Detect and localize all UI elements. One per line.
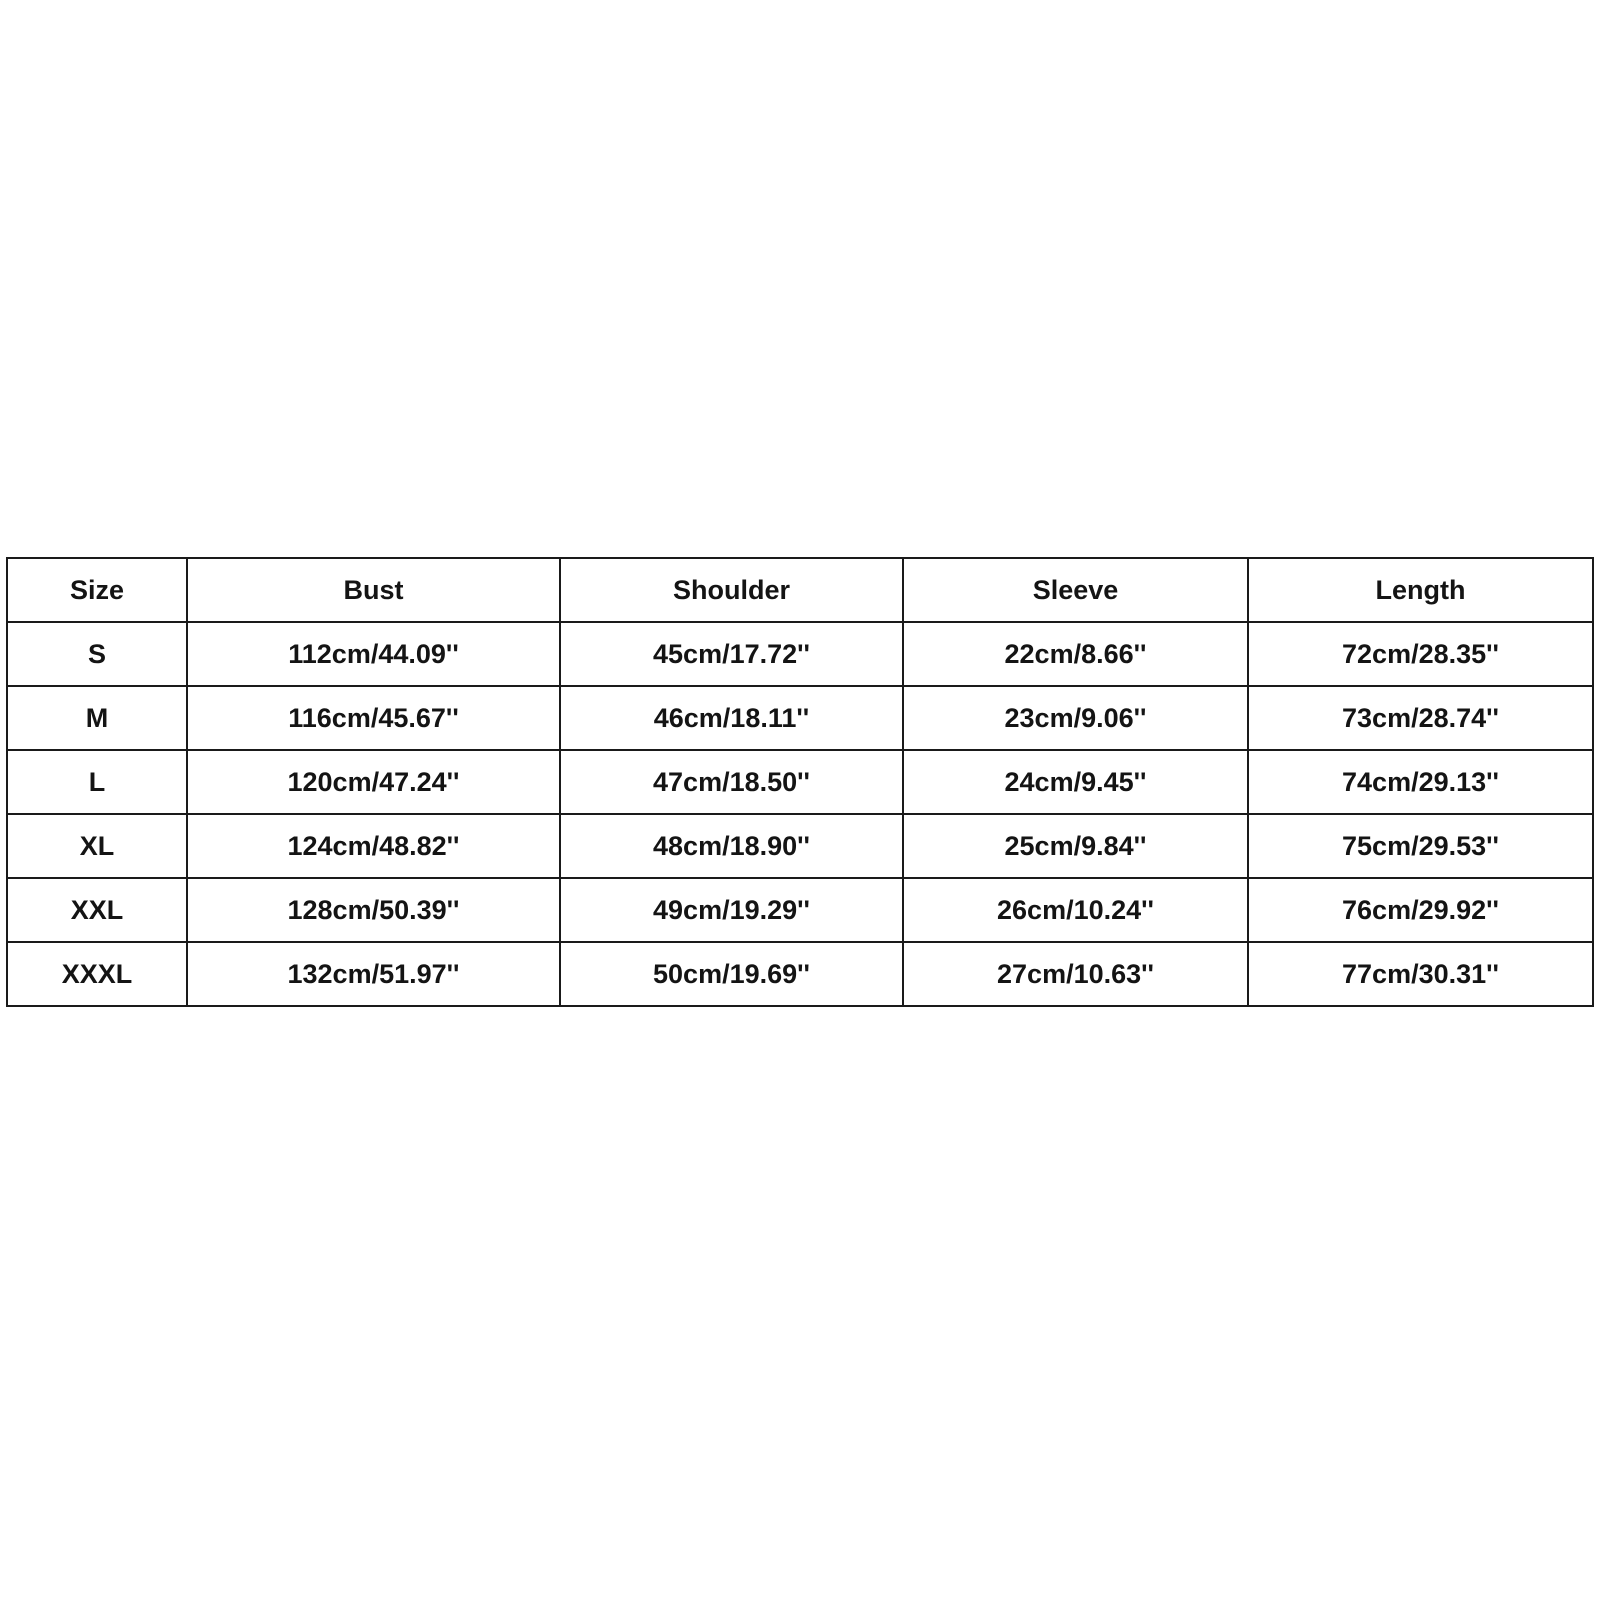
bust-cell: 132cm/51.97'' — [187, 942, 560, 1006]
bust-cell: 124cm/48.82'' — [187, 814, 560, 878]
sleeve-cell: 24cm/9.45'' — [903, 750, 1248, 814]
table-row — [7, 622, 1593, 686]
size-cell: M — [7, 686, 187, 750]
size-chart-header — [7, 558, 1593, 622]
size-cell: XL — [7, 814, 187, 878]
sleeve-cell: 22cm/8.66'' — [903, 622, 1248, 686]
table-row — [7, 814, 1593, 878]
shoulder-cell: 49cm/19.29'' — [560, 878, 903, 942]
header-bust: Bust — [187, 558, 560, 622]
shoulder-cell: 48cm/18.90'' — [560, 814, 903, 878]
length-cell: 75cm/29.53'' — [1248, 814, 1593, 878]
sleeve-cell: 26cm/10.24'' — [903, 878, 1248, 942]
bust-cell: 120cm/47.24'' — [187, 750, 560, 814]
size-cell: XXL — [7, 878, 187, 942]
header-length: Length — [1248, 558, 1593, 622]
header-size: Size — [7, 558, 187, 622]
shoulder-cell: 47cm/18.50'' — [560, 750, 903, 814]
sleeve-cell: 23cm/9.06'' — [903, 686, 1248, 750]
size-cell: XXXL — [7, 942, 187, 1006]
size-cell: S — [7, 622, 187, 686]
size-chart-table — [6, 557, 1594, 1007]
header-row — [7, 558, 1593, 622]
header-sleeve: Sleeve — [903, 558, 1248, 622]
header-shoulder: Shoulder — [560, 558, 903, 622]
shoulder-cell: 50cm/19.69'' — [560, 942, 903, 1006]
shoulder-cell: 45cm/17.72'' — [560, 622, 903, 686]
length-cell: 77cm/30.31'' — [1248, 942, 1593, 1006]
table-row — [7, 942, 1593, 1006]
table-row — [7, 750, 1593, 814]
shoulder-cell: 46cm/18.11'' — [560, 686, 903, 750]
length-cell: 73cm/28.74'' — [1248, 686, 1593, 750]
table-row — [7, 878, 1593, 942]
bust-cell: 116cm/45.67'' — [187, 686, 560, 750]
table-row — [7, 686, 1593, 750]
sleeve-cell: 27cm/10.63'' — [903, 942, 1248, 1006]
sleeve-cell: 25cm/9.84'' — [903, 814, 1248, 878]
size-chart-body — [7, 622, 1593, 1006]
length-cell: 74cm/29.13'' — [1248, 750, 1593, 814]
size-cell: L — [7, 750, 187, 814]
bust-cell: 128cm/50.39'' — [187, 878, 560, 942]
bust-cell: 112cm/44.09'' — [187, 622, 560, 686]
length-cell: 76cm/29.92'' — [1248, 878, 1593, 942]
length-cell: 72cm/28.35'' — [1248, 622, 1593, 686]
